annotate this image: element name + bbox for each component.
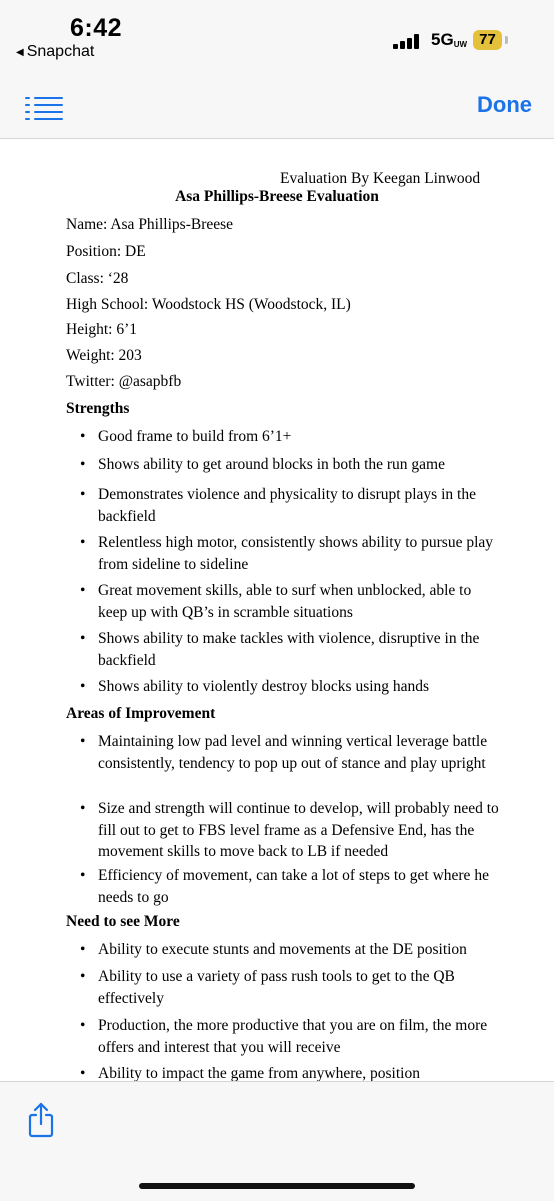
back-to-app-link[interactable] [16, 43, 94, 61]
bottom-toolbar [0, 1081, 554, 1201]
field-class: Class: ‘28 [66, 270, 129, 287]
field-name: Name: Asa Phillips-Breese [66, 216, 234, 233]
section-heading-strengths: Strengths [66, 400, 130, 417]
back-arrow-icon: ◀ [16, 46, 24, 58]
field-high-school: High School: Woodstock HS (Woodstock, IL) [66, 296, 351, 313]
home-indicator[interactable] [139, 1183, 415, 1189]
list-item: • Relentless high motor, consistently shows ability to pursue play from sideline to sideline [80, 534, 494, 573]
network-type [431, 30, 467, 51]
section-heading-areas-of-improvement: Areas of Improvement [66, 705, 216, 722]
done-button[interactable]: Done [477, 92, 532, 117]
list-item: • Efficiency of movement, can take a lot of steps to get where he needs to go [80, 867, 489, 906]
document-author: Evaluation By Keegan Linwood [280, 170, 481, 187]
field-twitter: Twitter: @asapbfb [66, 373, 182, 390]
section-heading-need-to-see-more: Need to see More [66, 913, 180, 930]
list-item: • Maintaining low pad level and winning vertical leverage battle consistently, tendency to pop up out of stance and play upright [80, 733, 488, 772]
status-bar [0, 0, 554, 72]
back-app-label: Snapchat [26, 43, 95, 60]
viewer-toolbar [0, 72, 554, 139]
list-icon[interactable] [24, 94, 64, 124]
list-item: • Production, the more productive that you are on film, the more offers and interest that you will receive [80, 1017, 488, 1056]
list-item: • Ability to impact the game from anywhere, position [80, 1065, 420, 1081]
list-item: • Shows ability to get around blocks in both the run game [80, 456, 445, 473]
field-weight: Weight: 203 [66, 347, 142, 364]
share-icon[interactable] [28, 1102, 54, 1138]
status-time: 6:42 [70, 14, 123, 42]
field-position: Position: DE [66, 243, 146, 260]
list-item: • Great movement skills, able to surf when unblocked, able to keep up with QB’s in scramble situations [80, 582, 472, 621]
document-page [0, 139, 554, 1081]
cellular-signal-icon [393, 33, 427, 49]
list-item: • Shows ability to violently destroy blocks using hands [80, 678, 430, 695]
list-item: • Size and strength will continue to develop, will probably need to fill out to get to FBS level frame as a Defensive End, has the movement skills to move back to LB if needed [80, 800, 499, 860]
list-item: • Good frame to build from 6’1+ [80, 428, 292, 445]
network-sub-label: UW [453, 40, 468, 50]
list-item: • Ability to use a variety of pass rush tools to get to the QB effectively [80, 968, 455, 1007]
document-title: Asa Phillips-Breese Evaluation [175, 188, 379, 205]
battery-tip [505, 36, 508, 44]
list-item: • Shows ability to make tackles with violence, disruptive in the backfield [80, 630, 480, 669]
list-item: • Ability to execute stunts and movements at the DE position [80, 941, 467, 958]
list-item: • Demonstrates violence and physicality to disrupt plays in the backfield [80, 486, 476, 525]
field-height: Height: 6’1 [66, 321, 138, 338]
battery-icon: 77 [473, 30, 502, 50]
network-label: 5G [431, 30, 454, 49]
